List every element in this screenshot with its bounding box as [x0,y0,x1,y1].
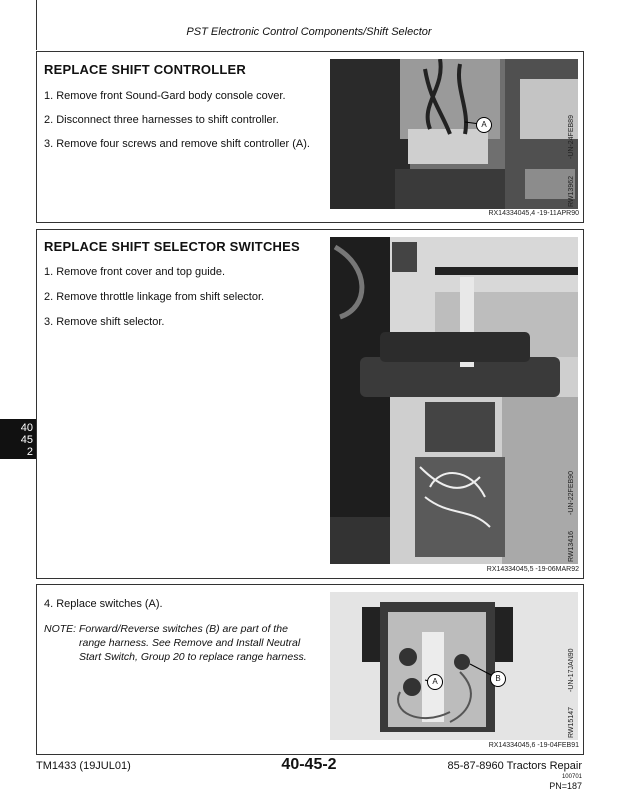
switches-photo [330,592,578,740]
section-replace-switches [36,584,584,755]
footer-manual-id: TM1433 (19JUL01) [36,760,131,772]
section-replace-shift-selector-switches [36,229,584,579]
section-title: REPLACE SHIFT SELECTOR SWITCHES [44,239,300,254]
photo-code: -UN-22FEB90 [568,471,575,515]
tab-line-1: 40 [20,422,33,434]
photo-id: RW15147 [568,706,575,738]
callout-a-circle: A [476,117,492,133]
footer-page-number: 40-45-2 [281,756,337,773]
step-2: 2. Remove throttle linkage from shift selector. [44,291,265,303]
shift-controller-photo [330,59,578,209]
footer-pn: PN=187 [549,781,582,791]
step-4: 4. Replace switches (A). [44,598,163,610]
note-line-1: Forward/Reverse switches (B) are part of the [79,623,288,635]
note-line-2: range harness. See Remove and Install Neutral [79,637,301,649]
reference-code: RX14334045,4 -19-11APR90 [488,210,579,217]
reference-code: RX14334045,5 -19-06MAR92 [486,566,579,573]
photo-code: -UN-24FEB89 [568,115,575,159]
section-side-tab [0,419,36,459]
note-label: NOTE: [44,623,77,635]
section-title: REPLACE SHIFT CONTROLLER [44,62,246,77]
page-header: PST Electronic Control Components/Shift Selector [186,26,432,38]
top-rule [36,0,37,50]
step-3: 3. Remove four screws and remove shift controller (A). [44,138,310,150]
callout-b-circle: B [490,671,506,687]
step-1: 1. Remove front cover and top guide. [44,266,225,278]
step-3: 3. Remove shift selector. [44,316,165,328]
photo-id: RW13416 [568,530,575,562]
reference-code: RX14334045,6 -19-04FEB91 [488,742,579,749]
photo-code: -UN-17JAN90 [568,648,575,692]
note-line-3: Start Switch, Group 20 to replace range harness. [79,651,307,663]
section-replace-shift-controller [36,51,584,223]
tab-line-2: 45 [20,434,33,446]
footer-title: 85-87-8960 Tractors Repair [447,760,582,772]
footer-small-code: 100701 [561,774,582,780]
callout-a-circle: A [427,674,443,690]
step-1: 1. Remove front Sound-Gard body console cover. [44,90,286,102]
shift-selector-photo [330,237,578,564]
photo-id: RW13962 [568,175,575,207]
step-2: 2. Disconnect three harnesses to shift controller. [44,114,279,126]
tab-line-3: 2 [26,446,33,458]
